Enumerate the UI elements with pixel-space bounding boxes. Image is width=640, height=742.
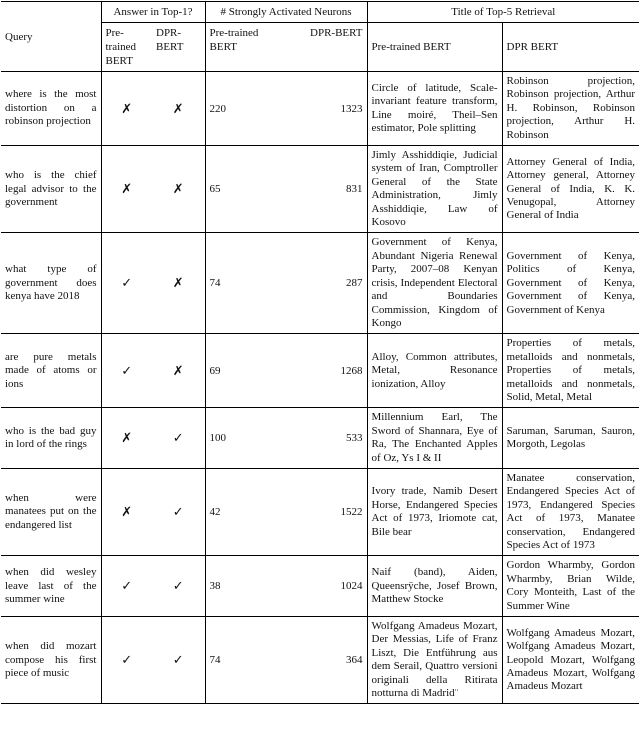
- query-cell: what type of government does kenya have 2018: [1, 233, 101, 334]
- header-neurons-group: # Strongly Activated Neurons: [205, 2, 367, 23]
- title-dpr-cell: Wolfgang Amadeus Mozart, Wolfgang Amadeus Mozart, Leopold Mozart, Wolfgang Amadeus Mozart, Wolfgang Amadeus Mozart: [502, 617, 639, 704]
- neurons-dpr-value: 287: [275, 233, 367, 334]
- title-pre-cell: Alloy, Common attributes, Metal, Resonance ionization, Alloy: [367, 334, 502, 408]
- neurons-pre-value: 38: [205, 556, 275, 617]
- table-row: [1, 556, 639, 617]
- neurons-dpr-value: 831: [275, 146, 367, 233]
- title-dpr-cell: Properties of metals, metalloids and nonmetals, Properties of metals, metalloids and nonmetals, Solid, Metal, Metal: [502, 334, 639, 408]
- neurons-dpr-value: 1323: [275, 72, 367, 146]
- answer-dpr-mark: ✓: [152, 408, 205, 469]
- title-dpr-cell: Government of Kenya, Politics of Kenya, Government of Kenya, Government of Kenya, Government of Kenya: [502, 233, 639, 334]
- answer-dpr-mark: ✗: [152, 233, 205, 334]
- header-title-dpr: DPR BERT: [506, 41, 559, 53]
- neurons-pre-value: 100: [205, 408, 275, 469]
- neurons-dpr-value: 364: [275, 617, 367, 704]
- answer-pre-mark: ✗: [101, 468, 152, 555]
- table-row: [1, 146, 639, 233]
- title-pre-cell: Government of Kenya, Abundant Nigeria Renewal Party, 2007–08 Kenyan crisis, Independent Electoral and Boundaries Commission, Kingdom of Kongo: [367, 233, 502, 334]
- table-row: [1, 408, 639, 469]
- answer-dpr-mark: ✓: [152, 617, 205, 704]
- neurons-pre-value: 65: [205, 146, 275, 233]
- table-row: [1, 468, 639, 555]
- title-pre-cell: Naif (band), Aiden, Queensrÿche, Josef Brown, Matthew Stocke: [367, 556, 502, 617]
- neurons-dpr-value: 1268: [275, 334, 367, 408]
- title-pre-cell: Wolfgang Amadeus Mozart, Der Messias, Life of Franz Liszt, Die Entführung aus dem Serail, Quattro versioni originali della Ritirata notturna di Madrid¨: [367, 617, 502, 704]
- table-row: [1, 334, 639, 408]
- table-row: [1, 233, 639, 334]
- header-group-row: [1, 2, 639, 23]
- answer-dpr-mark: ✓: [152, 556, 205, 617]
- title-dpr-cell: Robinson projection, Robinson projection, Arthur H. Robinson, Robinson projection, Arthur H. Robinson: [502, 72, 639, 146]
- header-answer-dpr: DPR-BERT: [152, 23, 205, 72]
- answer-dpr-mark: ✗: [152, 146, 205, 233]
- query-cell: who is the chief legal advisor to the government: [1, 146, 101, 233]
- answer-dpr-mark: ✗: [152, 72, 205, 146]
- title-pre-cell: Circle of latitude, Scale-invariant feature transform, Line moiré, Theil–Sen estimator, Pole splitting: [367, 72, 502, 146]
- header-query: Query: [1, 2, 101, 72]
- answer-dpr-mark: ✗: [152, 334, 205, 408]
- answer-pre-mark: ✓: [101, 233, 152, 334]
- answer-pre-mark: ✗: [101, 72, 152, 146]
- answer-pre-mark: ✗: [101, 146, 152, 233]
- header-neurons-dpr: DPR-BERT: [275, 23, 367, 72]
- title-dpr-cell: Manatee conservation, Endangered Species Act of 1973, Endangered Species Act of 1973, Manatee conservation, Endangered Species Act of 1973: [502, 468, 639, 555]
- query-cell: are pure metals made of atoms or ions: [1, 334, 101, 408]
- query-cell: when did mozart compose his first piece of music: [1, 617, 101, 704]
- title-dpr-cell: Attorney General of India, Attorney general, Attorney General of India, K. K. Venugopal, Attorney General of India: [502, 146, 639, 233]
- header-title-pre: Pre-trained BERT: [367, 23, 502, 72]
- header-title-group: Title of Top-5 Retrieval: [367, 2, 639, 23]
- neurons-pre-value: 69: [205, 334, 275, 408]
- table-row: [1, 617, 639, 704]
- header-answer-pre: Pre-trained BERT: [105, 27, 137, 67]
- answer-dpr-mark: ✓: [152, 468, 205, 555]
- header-neurons-pre: Pre-trained BERT: [209, 27, 259, 53]
- title-pre-cell: Jimly Asshiddiqie, Judicial system of Iran, Comptroller General of the State Administration, Jimly Asshiddiqie, Law of Kosovo: [367, 146, 502, 233]
- query-cell: who is the bad guy in lord of the rings: [1, 408, 101, 469]
- neurons-dpr-value: 1024: [275, 556, 367, 617]
- answer-pre-mark: ✓: [101, 556, 152, 617]
- retrieval-comparison-table: [1, 1, 639, 704]
- neurons-pre-value: 42: [205, 468, 275, 555]
- query-cell: where is the most distortion on a robinson projection: [1, 72, 101, 146]
- title-dpr-cell: Gordon Wharmby, Gordon Wharmby, Brian Wilde, Cory Monteith, Last of the Summer Wine: [502, 556, 639, 617]
- title-pre-cell: Millennium Earl, The Sword of Shannara, Eye of Ra, The Enchanted Apples of Oz, Ys I & II: [367, 408, 502, 469]
- answer-pre-mark: ✓: [101, 617, 152, 704]
- neurons-pre-value: 74: [205, 617, 275, 704]
- query-cell: when were manatees put on the endangered list: [1, 468, 101, 555]
- query-cell: when did wesley leave last of the summer wine: [1, 556, 101, 617]
- neurons-pre-value: 220: [205, 72, 275, 146]
- neurons-dpr-value: 533: [275, 408, 367, 469]
- neurons-dpr-value: 1522: [275, 468, 367, 555]
- table-row: [1, 72, 639, 146]
- table-body: [1, 72, 639, 704]
- answer-pre-mark: ✓: [101, 334, 152, 408]
- neurons-pre-value: 74: [205, 233, 275, 334]
- header-answer-group: Answer in Top-1?: [101, 2, 205, 23]
- answer-pre-mark: ✗: [101, 408, 152, 469]
- title-pre-cell: Ivory trade, Namib Desert Horse, Endangered Species Act of 1973, Iriomote cat, Bile bear: [367, 468, 502, 555]
- title-dpr-cell: Saruman, Saruman, Sauron, Morgoth, Legolas: [502, 408, 639, 469]
